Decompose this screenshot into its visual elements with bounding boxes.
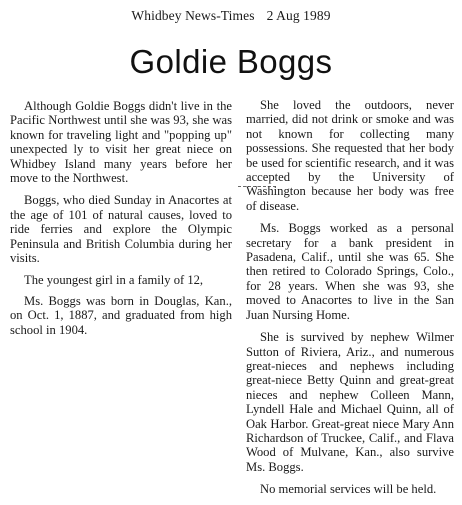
publication-date: 2 Aug 1989 [266,8,331,23]
paragraph: She is survived by nephew Wilmer Sutton of Riviera, Ariz., and numerous great-nieces and nephews including great-niece Betty Quinn and great-great nieces and nephew Colleen Mann, Lyndell Hale and Michael Quinn, all of Oak Harbor. Great-great niece Mary Ann Richardson of Truckee, Calif., and Flava Wood of Mulvane, Kan., also survive Ms. Boggs. [246,330,454,474]
headline: Goldie Boggs [129,43,333,80]
paragraph: Ms. Boggs was born in Douglas, Kan., on Oct. 1, 1887, and graduated from high school in 1904. [10,293,232,337]
publication-name: Whidbey News-Times [131,8,255,23]
left-column [10,99,232,345]
masthead [0,8,462,24]
paragraph: Boggs, who died Sunday in Anacortes at the age of 101 of natural causes, loved to ride ferries and explore the Olympic Peninsula and British Columbia during her visits. [10,193,232,266]
paragraph: She loved the outdoors, never married, did not drink or smoke and was not known for collecting many possessions. She requested that her body be used for scientific research, and it was accepted by the University of Washington because her body was free of disease. [246,98,454,213]
right-column [246,98,454,505]
paragraph: Although Goldie Boggs didn't live in the Pacific Northwest until she was 93, she was known for traveling light and "popping up" unexpected ly to visit her great niece on Whidbey Island many years before her move to the Northwest. [10,99,232,186]
paragraph: The youngest girl in a family of 12, [24,273,204,288]
paragraph: No memorial services will be held. [260,482,437,497]
paragraph: Ms. Boggs worked as a personal secretary for a bank president in Pasadena, Calif., until she was 65. She then retired to Colorado Springs, Colo., for 28 years. When she was 93, she moved to Anacortes to live in the San Juan Nursing Home. [246,221,454,322]
